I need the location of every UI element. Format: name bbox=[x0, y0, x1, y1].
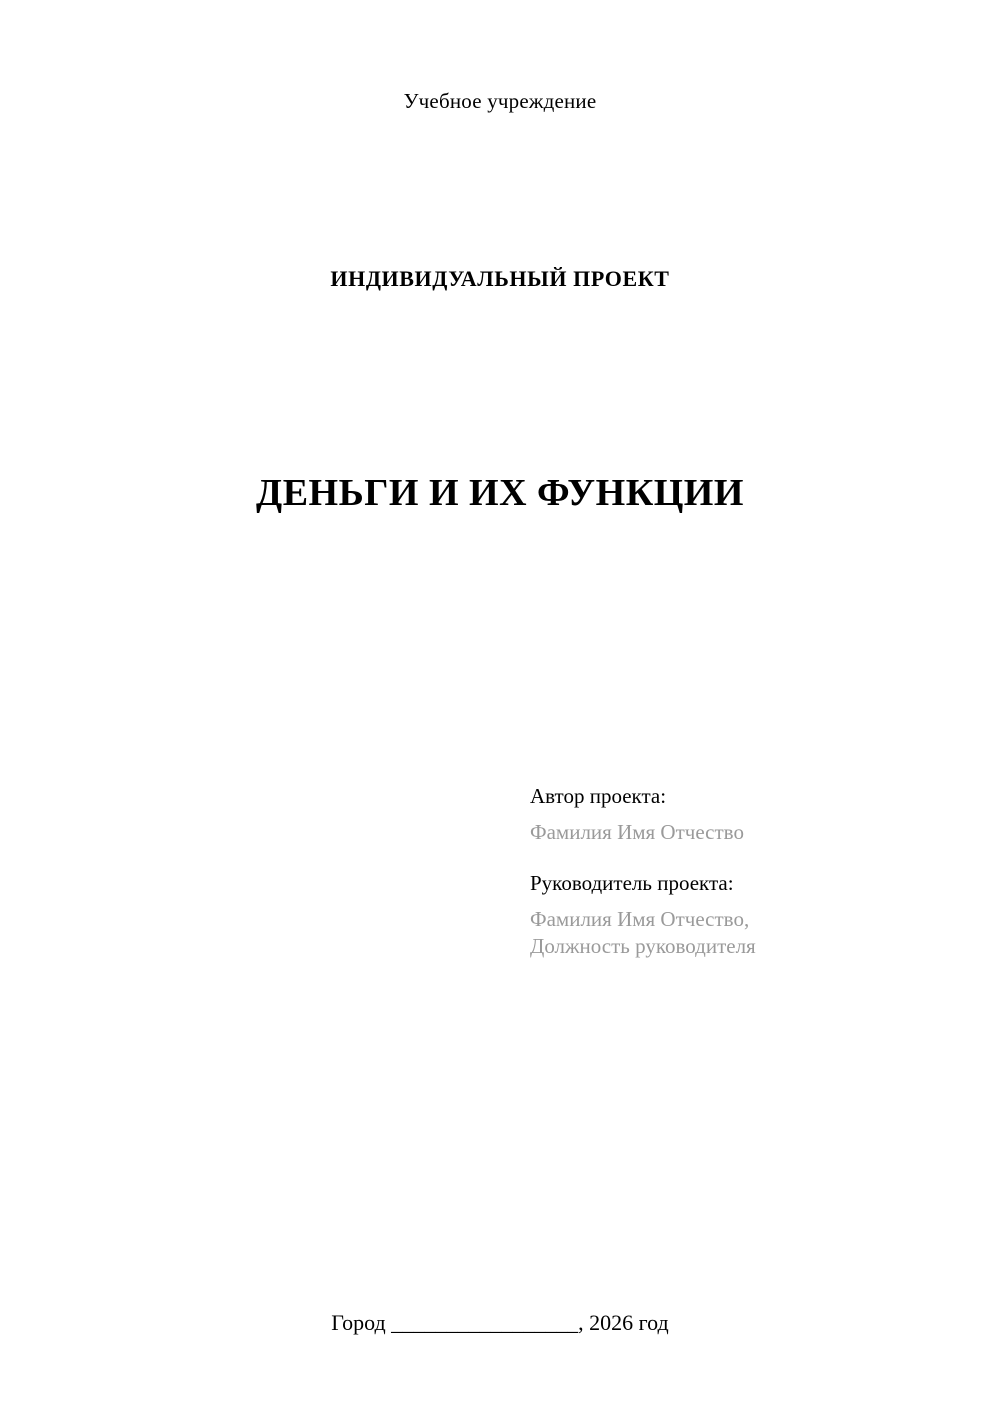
author-block bbox=[530, 786, 930, 843]
document-type: ИНДИВИДУАЛЬНЫЙ ПРОЕКТ bbox=[330, 266, 670, 291]
institution-name: Учебное учреждение bbox=[403, 89, 597, 113]
city-year-footer[interactable]: Город _________________, 2026 год bbox=[331, 1310, 669, 1335]
supervisor-name-field[interactable]: Фамилия Имя Отчество, bbox=[530, 907, 750, 931]
author-label: Автор проекта: bbox=[530, 784, 667, 808]
supervisor-position-field[interactable]: Должность руководителя bbox=[530, 934, 756, 958]
supervisor-label: Руководитель проекта: bbox=[530, 871, 734, 895]
author-name-field[interactable]: Фамилия Имя Отчество bbox=[530, 820, 744, 844]
page-title: ДЕНЬГИ И ИХ ФУНКЦИИ bbox=[256, 472, 744, 515]
credits-block bbox=[530, 786, 930, 957]
supervisor-block bbox=[530, 873, 930, 957]
